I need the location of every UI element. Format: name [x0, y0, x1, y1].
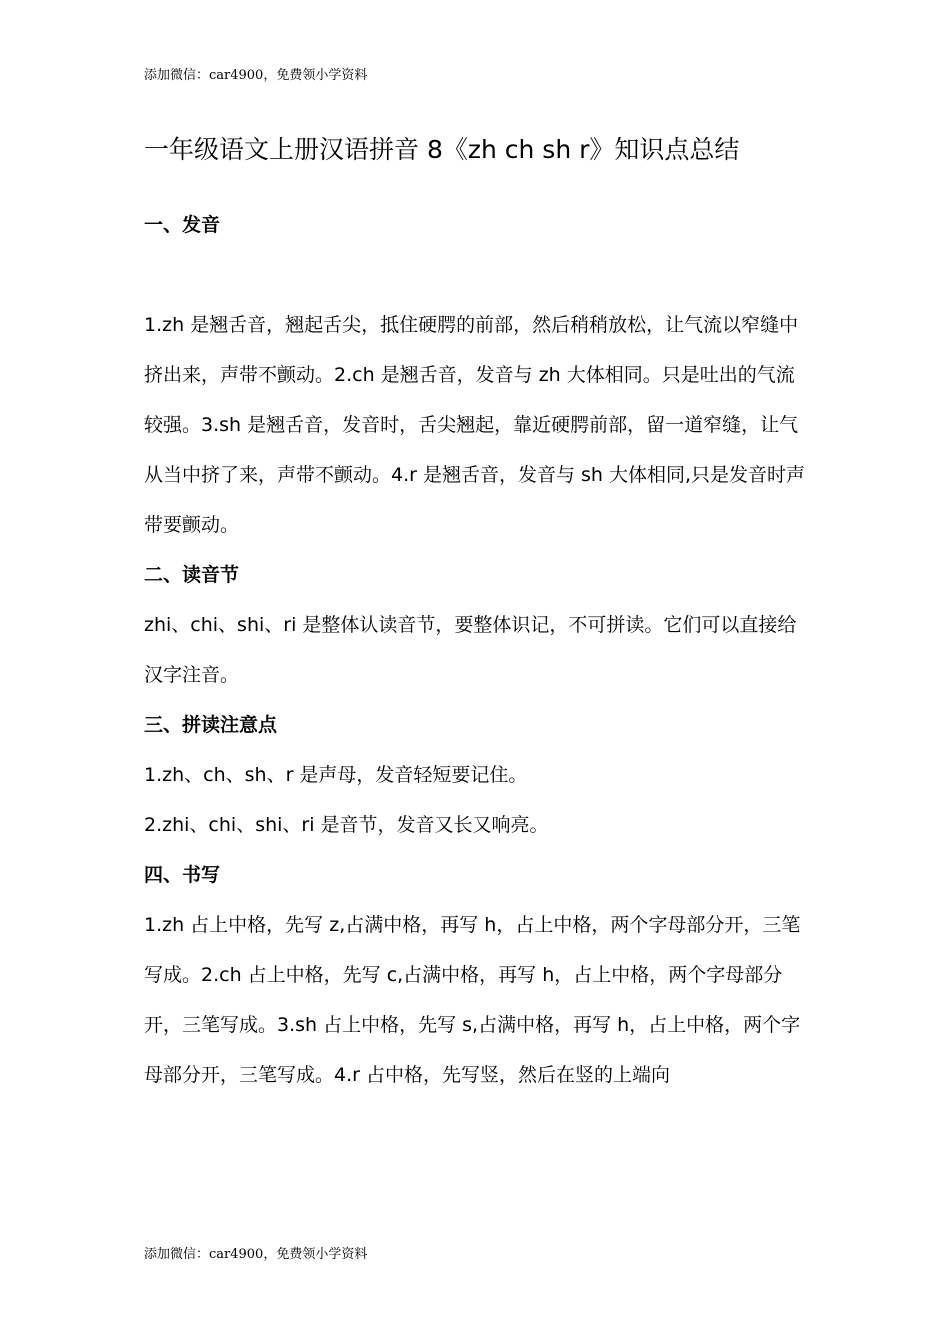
spacer [144, 250, 808, 300]
spelling-note-2: 2.zhi、chi、shi、ri 是音节，发音又长又响亮。 [144, 814, 549, 836]
section-heading-writing: 四、书写 [144, 864, 221, 886]
spelling-note-1: 1.zh、ch、sh、r 是声母，发音轻短要记住。 [144, 764, 528, 786]
pronunciation-paragraph: 1.zh 是翘舌音，翘起舌尖，抵住硬腭的前部，然后稍稍放松，让气流以窄缝中挤出来，声带不颤动。2.ch 是翘舌音，发音与 zh 大体相同。只是吐出的气流较强。3.sh 是翘舌音，发音时，舌尖翘起，靠近硬腭前部，留一道窄缝，让气从当中挤了来，声带不颤动。4.r 是翘舌音，发音与 sh 大体相同,只是发音时声带要颤动。 [144, 314, 806, 536]
document-title: 一年级语文上册汉语拼音 8《zh ch sh r》知识点总结 [144, 135, 740, 164]
section-heading-syllables: 二、读音节 [144, 564, 240, 586]
syllables-paragraph: zhi、chi、shi、ri 是整体认读音节，要整体识记，不可拼读。它们可以直接给汉字注音。 [144, 614, 797, 686]
document-body [144, 200, 808, 1100]
writing-paragraph: 1.zh 占上中格，先写 z,占满中格，再写 h，占上中格，两个字母部分开，三笔写成。2.ch 占上中格，先写 c,占满中格，再写 h，占上中格，两个字母部分开，三笔写成。3.sh 占上中格，先写 s,占满中格，再写 h，占上中格，两个字母部分开，三笔写成。4.r 占中格，先写竖，然后在竖的上端向 [144, 914, 801, 1086]
footer-note: 添加微信：car4900，免费领小学资料 [144, 1247, 368, 1262]
header-note: 添加微信：car4900，免费领小学资料 [144, 68, 368, 83]
section-heading-pronunciation: 一、发音 [144, 214, 221, 236]
section-heading-spelling-notes: 三、拼读注意点 [144, 714, 278, 736]
